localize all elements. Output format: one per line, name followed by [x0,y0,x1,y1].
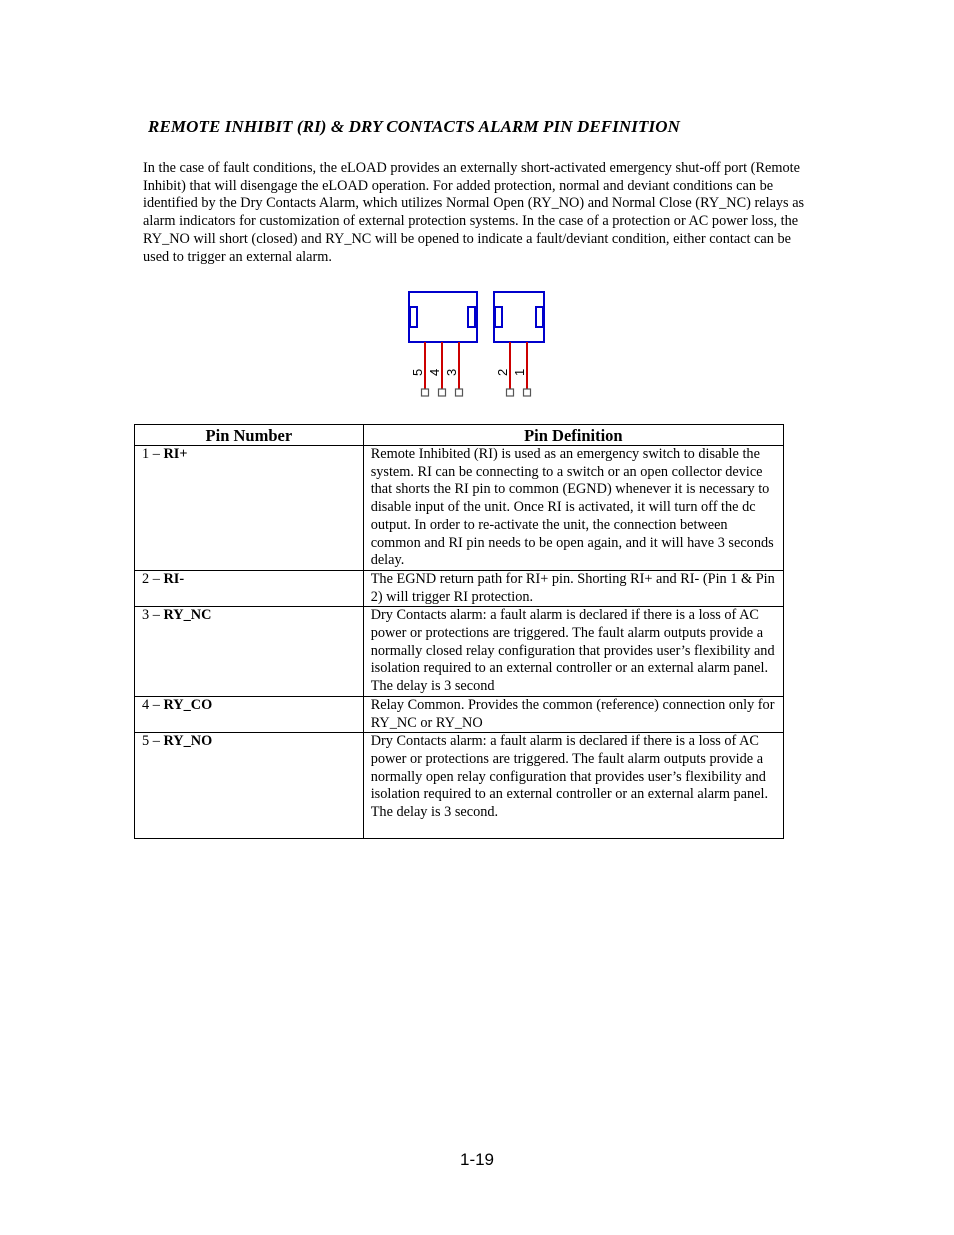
table-row [135,733,784,839]
pad-pin-2 [507,389,514,396]
pin-name: RI- [163,570,185,587]
pin-name: RI+ [163,446,188,462]
page-number: 1-19 [459,1150,495,1169]
pin-label-5: 5 [410,368,425,376]
connector-pin-diagram [400,285,560,405]
pin-number: 5 – [142,733,164,750]
header-pin-number: Pin Number [135,425,364,446]
pad-pin-1 [524,389,531,396]
pin-definition-table [134,424,784,839]
pin-definition-cell: Remote Inhibited (RI) is used as an emergency switch to disable the system. RI can be connecting to a switch or an open collector device that shorts the RI pin to common (EGND) whenever it is necessary to disable input of the unit. Once RI is activated, it will turn off the dc output. In order to re-activate the unit, the connection between common and RI pin needs to be open again, and it will have 3 seconds delay. [363,446,783,571]
pin-definition-cell: Relay Common. Provides the common (reference) connection only for RY_NC or RY_NO [363,696,783,732]
table-header-row [135,425,784,446]
pin-number-cell [135,570,364,606]
pin-name: RY_NC [163,607,212,624]
pad-pin-4 [439,389,446,396]
pin-label-3: 3 [444,368,459,376]
connector-right-latch-b [536,307,543,327]
pin-number: 2 – [142,570,164,587]
pin-definition-cell: Dry Contacts alarm: a fault alarm is declared if there is a loss of AC power or protections are triggered. The fault alarm outputs provide a normally closed relay configuration that provides user’s flexibility and isolation required to an external controller or an external alarm panel. The delay is 3 second [363,607,783,697]
pin-number: 3 – [142,607,164,624]
pin-number: 1 – [142,446,164,462]
table-row [135,607,784,697]
pin-number: 4 – [142,696,164,713]
pin-name: RY_CO [163,696,213,713]
connector-right-latch-a [495,307,502,327]
intro-paragraph: In the case of fault conditions, the eLOAD provides an externally short-activated emergency shut-off port (Remote Inhibit) that will disengage the eLOAD operation. For added protection, normal and deviant conditions can be identified by the Dry Contacts Alarm, which utilizes Normal Open (RY_NO) and Normal Close (RY_NC) relays as alarm indicators for customization of external protection systems. In the case of a protection or AC power loss, the RY_NO will short (closed) and RY_NC will be opened to indicate a fault/deviant condition, either contact can be used to trigger an external alarm. [143,160,805,265]
connector-left-body [409,292,477,342]
pad-pin-5 [422,389,429,396]
header-pin-definition: Pin Definition [363,425,783,446]
pin-number-cell [135,733,364,839]
table-row [135,570,784,606]
pin-number-cell [135,607,364,697]
pin-number-cell [135,446,364,571]
connector-left-latch-b [468,307,475,327]
connector-left-latch-a [410,307,417,327]
pin-definition-cell: Dry Contacts alarm: a fault alarm is declared if there is a loss of AC power or protections are triggered. The fault alarm outputs provide a normally open relay configuration that provides user’s flexibility and isolation required to an external controller or an external alarm panel. The delay is 3 second. [363,733,783,839]
pin-label-2: 2 [495,368,510,376]
pin-number-cell [135,696,364,732]
section-heading: REMOTE INHIBIT (RI) & DRY CONTACTS ALARM PIN DEFINITION [148,117,680,136]
table-row [135,696,784,732]
pin-definition-cell: The EGND return path for RI+ pin. Shorting RI+ and RI- (Pin 1 & Pin 2) will trigger RI protection. [363,570,783,606]
pin-label-1: 1 [512,368,527,376]
table-row [135,446,784,571]
pin-name: RY_NO [163,733,213,750]
pin-label-4: 4 [427,368,442,376]
pad-pin-3 [456,389,463,396]
